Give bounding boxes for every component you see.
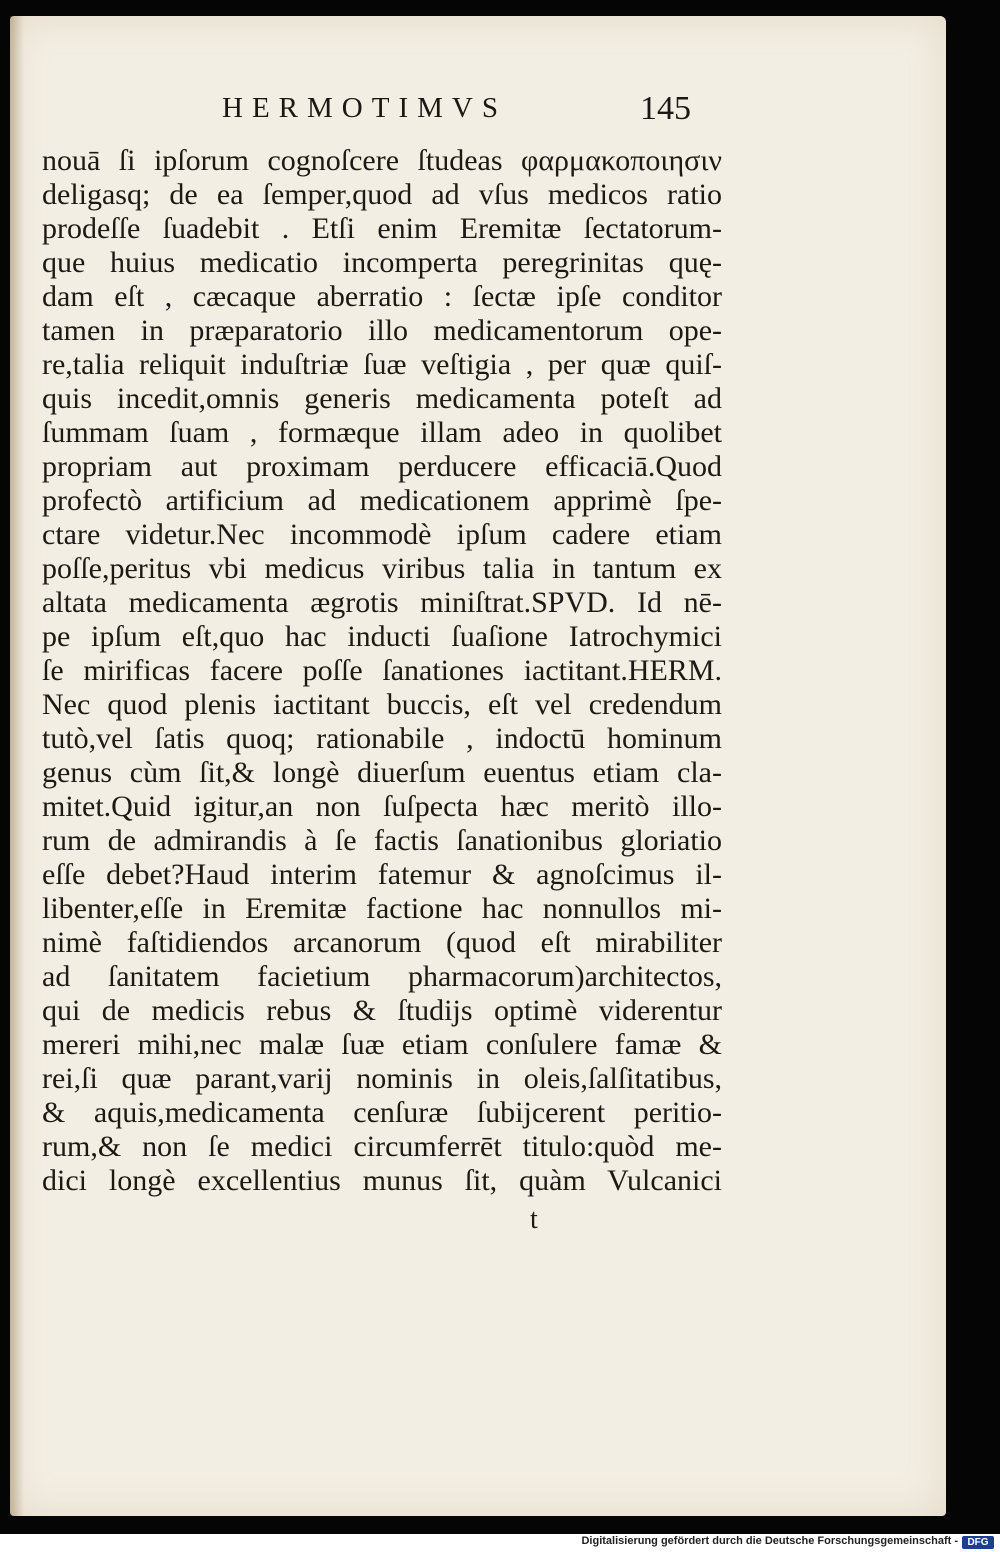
text-line: que huius medicatio incomperta peregrinitas quę- <box>42 246 722 279</box>
text-line: rei,ſi quæ parant,varij nominis in oleis,ſalſitatibus, <box>42 1062 722 1095</box>
text-line: quis incedit,omnis generis medicamenta poteſt ad <box>42 382 722 415</box>
text-line: mereri mihi,nec malæ ſuæ etiam conſulere famæ & <box>42 1028 722 1061</box>
text-line: mitet.Quid igitur,an non ſuſpecta hæc meritò illo- <box>42 790 722 823</box>
text-line: dam eſt , cæcaque aberratio : ſectæ ipſe conditor <box>42 280 722 313</box>
text-line: ctare videtur.Nec incommodè ipſum cadere etiam <box>42 518 722 551</box>
text-line: prodeſſe ſuadebit . Etſi enim Eremitæ ſectatorum- <box>42 212 722 245</box>
text-line: genus cùm ſit,& longè diuerſum euentus etiam cla- <box>42 756 722 789</box>
text-line: rum,& non ſe medici circumferrēt titulo:quòd me- <box>42 1130 722 1163</box>
text-line: re,talia reliquit induſtriæ ſuæ veſtigia , per quæ quiſ- <box>42 348 722 381</box>
dfg-logo: DFG <box>962 1536 994 1549</box>
text-line: profectò artificium ad medicationem apprimè ſpe- <box>42 484 722 517</box>
footer-credit: Digitalisierung gefördert durch die Deutsche Forschungsgemeinschaft - <box>581 1535 958 1547</box>
text-line: tutò,vel ſatis quoq; rationabile , indoctū hominum <box>42 722 722 755</box>
text-line: qui de medicis rebus & ſtudijs optimè viderentur <box>42 994 722 1027</box>
page-gutter-shadow <box>10 16 24 1516</box>
text-line: & aquis,medicamenta cenſuræ ſubijcerent peritio- <box>42 1096 722 1129</box>
text-line: propriam aut proximam perducere efficaciā.Quod <box>42 450 722 483</box>
catchword: t <box>530 1204 538 1235</box>
text-line: eſſe debet?Haud interim fatemur & agnoſcimus il- <box>42 858 722 891</box>
text-line: ſummam ſuam , formæque illam adeo in quolibet <box>42 416 722 449</box>
text-line: libenter,eſſe in Eremitæ factione hac nonnullos mi- <box>42 892 722 925</box>
body-text <box>42 144 722 1198</box>
text-line: nouā ſi ipſorum cognoſcere ſtudeas φαρμακοποιησιν <box>42 144 722 177</box>
page-number: 145 <box>640 90 691 127</box>
text-line: tamen in præparatorio illo medicamentorum ope- <box>42 314 722 347</box>
digitization-footer <box>0 1534 1000 1552</box>
text-line: ſe mirificas facere poſſe ſanationes iactitant.HERM. <box>42 654 722 687</box>
text-line: poſſe,peritus vbi medicus viribus talia in tantum ex <box>42 552 722 585</box>
text-line: pe ipſum eſt,quo hac inducti ſuaſione Iatrochymici <box>42 620 722 653</box>
text-line: rum de admirandis à ſe factis ſanationibus gloriatio <box>42 824 722 857</box>
running-head: HERMOTIMVS <box>222 92 507 124</box>
text-line: dici longè excellentius munus ſit, quàm Vulcanici <box>42 1164 722 1197</box>
text-line: deligasq; de ea ſemper,quod ad vſus medicos ratio <box>42 178 722 211</box>
text-line: nimè faſtidiendos arcanorum (quod eſt mirabiliter <box>42 926 722 959</box>
text-line: altata medicamenta ægrotis miniſtrat.SPVD. Id nē- <box>42 586 722 619</box>
text-line: ad ſanitatem facietium pharmacorum)architectos, <box>42 960 722 993</box>
text-line: Nec quod plenis iactitant buccis, eſt vel credendum <box>42 688 722 721</box>
